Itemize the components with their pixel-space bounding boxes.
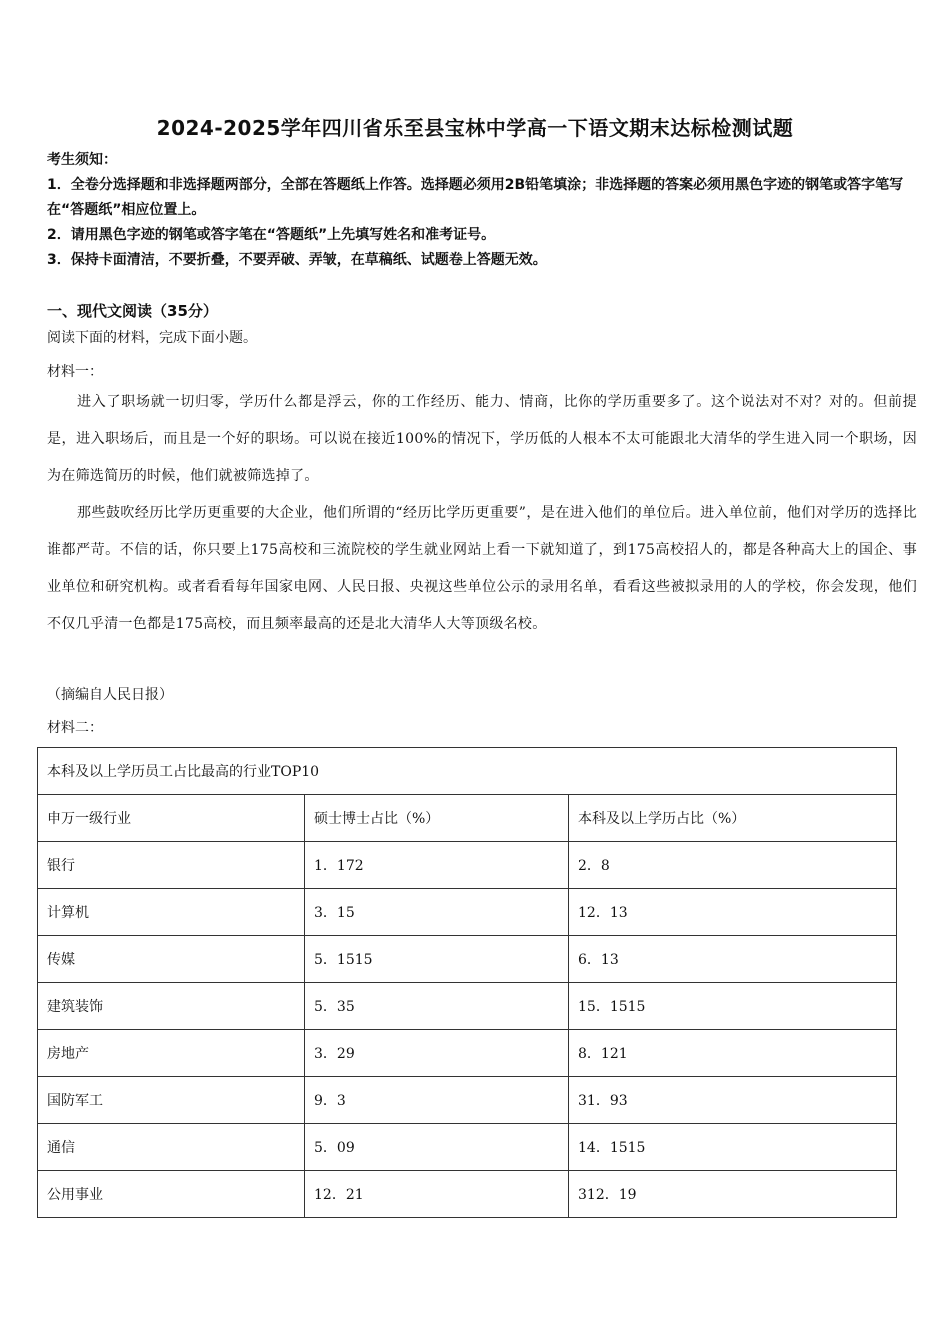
table-cell: 公用事业 <box>38 1171 305 1218</box>
table-cell: 5．1515 <box>305 936 569 983</box>
table-cell: 12．21 <box>305 1171 569 1218</box>
table-cell: 5．09 <box>305 1124 569 1171</box>
section-heading: 一、现代文阅读（35分） <box>47 302 218 320</box>
table-cell: 房地产 <box>38 1030 305 1077</box>
table-row <box>38 1077 897 1124</box>
paragraph: 进入了职场就一切归零，学历什么都是浮云，你的工作经历、能力、情商，比你的学历重要多了。这个说法对不对？对的。但前提是，进入职场后，而且是一个好的职场。可以说在接近100%的情况下，学历低的人根本不太可能跟北大清华的学生进入同一个职场，因为在筛选简历的时候，他们就被筛选掉了。 <box>47 394 917 484</box>
material1-label: 材料一： <box>47 364 103 380</box>
table-cell: 6．13 <box>569 936 897 983</box>
notice-item: 3．保持卡面清洁，不要折叠，不要弄破、弄皱，在草稿纸、试题卷上答题无效。 <box>47 252 547 268</box>
column-header: 申万一级行业 <box>38 795 305 842</box>
table-row <box>38 889 897 936</box>
table-cell: 国防军工 <box>38 1077 305 1124</box>
table-caption-row <box>38 748 897 795</box>
table-row <box>38 842 897 889</box>
industry-table <box>37 747 897 1218</box>
table-cell: 通信 <box>38 1124 305 1171</box>
table-cell: 8．121 <box>569 1030 897 1077</box>
table-header-row <box>38 795 897 842</box>
table-cell: 312．19 <box>569 1171 897 1218</box>
table-cell: 14．1515 <box>569 1124 897 1171</box>
paragraph: 那些鼓吹经历比学历更重要的大企业，他们所谓的“经历比学历更重要”，是在进入他们的单位后。进入单位前，他们对学历的选择比谁都严苛。不信的话，你只要上175高校和三流院校的学生就业网站上看一下就知道了，到175高校招人的，都是各种高大上的国企、事业单位和研究机构。或者看看每年国家电网、人民日报、央视这些单位公示的录用名单，看看这些被拟录用的人的学校，你会发现，他们不仅几乎清一色都是175高校，而且频率最高的还是北大清华人大等顶级名校。 <box>47 505 917 632</box>
table-cell: 1．172 <box>305 842 569 889</box>
column-header: 硕士博士占比（%） <box>305 795 569 842</box>
table-cell: 传媒 <box>38 936 305 983</box>
notice-item: 1．全卷分选择题和非选择题两部分，全部在答题纸上作答。选择题必须用2B铅笔填涂；非选择题的答案必须用黑色字迹的钢笔或答字笔写在“答题纸”相应位置上。 <box>47 177 904 218</box>
notice-item: 2．请用黑色字迹的钢笔或答字笔在“答题纸”上先填写姓名和准考证号。 <box>47 227 496 243</box>
material2-label: 材料二： <box>47 720 103 736</box>
table-row <box>38 1124 897 1171</box>
material1-body <box>47 384 917 643</box>
table-row <box>38 1030 897 1077</box>
table-cell: 3．29 <box>305 1030 569 1077</box>
table-cell: 5．35 <box>305 983 569 1030</box>
exam-notice <box>47 148 917 273</box>
table-caption: 本科及以上学历员工占比最高的行业TOP10 <box>38 748 897 795</box>
table-row <box>38 983 897 1030</box>
table-cell: 2．8 <box>569 842 897 889</box>
table-cell: 31．93 <box>569 1077 897 1124</box>
table-row <box>38 1171 897 1218</box>
section-instruction: 阅读下面的材料，完成下面小题。 <box>47 330 257 346</box>
table-cell: 计算机 <box>38 889 305 936</box>
table-cell: 建筑装饰 <box>38 983 305 1030</box>
table-cell: 3．15 <box>305 889 569 936</box>
table-cell: 银行 <box>38 842 305 889</box>
table-cell: 12．13 <box>569 889 897 936</box>
table-cell: 9．3 <box>305 1077 569 1124</box>
table-row <box>38 936 897 983</box>
material1-source: （摘编自人民日报） <box>47 687 173 703</box>
table-cell: 15．1515 <box>569 983 897 1030</box>
notice-heading: 考生须知： <box>47 152 117 168</box>
page-title: 2024-2025学年四川省乐至县宝林中学高一下语文期末达标检测试题 <box>156 116 794 140</box>
column-header: 本科及以上学历占比（%） <box>569 795 897 842</box>
